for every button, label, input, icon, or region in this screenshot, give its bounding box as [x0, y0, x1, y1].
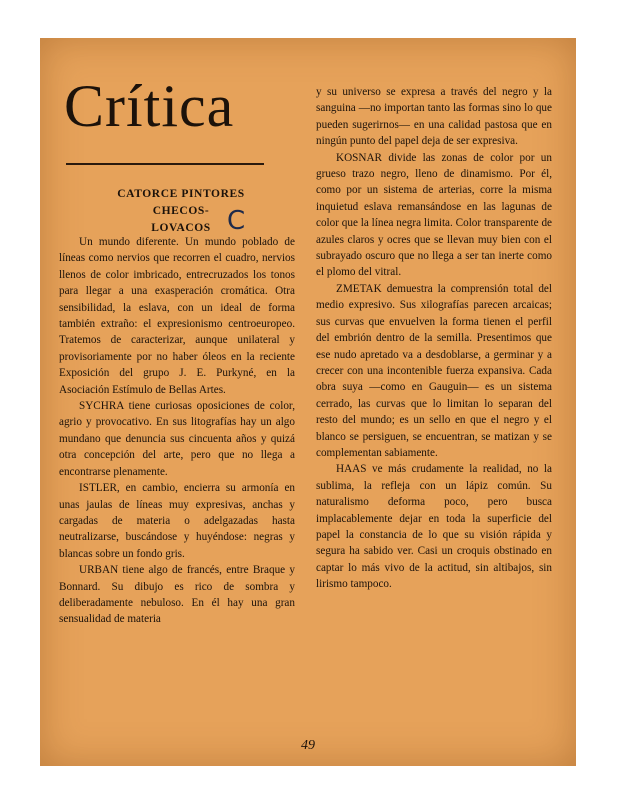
handwritten-mark: C: [227, 206, 246, 236]
title-rule: [66, 163, 264, 165]
paragraph-urban: URBAN tiene algo de francés, entre Braque y Bonnard. Su dibujo es rico de sombra y deliberadamente nebuloso. En él hay una gran sensualidad de materia: [59, 564, 295, 626]
paragraph-intro: Un mundo diferente. Un mundo poblado de líneas como nervios que recorren el cuadro, nervios llenos de color imbricado, entrecruzados los tonos para llegar a una exasperación cromática. Otra sensibilidad, la eslava, con un ideal de forma también extraño: el expresionismo centroeuropeo. Tratemos de caracterizar, aunque unilateral y provisoriamente por no haber óleos en la reciente Exposición del grupo J. E. Purkyné, en la Asociación Estímulo de Bellas Artes.: [59, 236, 295, 396]
right-column: [316, 84, 552, 593]
paragraph-sychra: SYCHRA tiene curiosas oposiciones de color, agrio y provocativo. En sus litografías hay un algo mundano que denuncia sus cincuenta años y quizá otra concepción del arte, pero que no llega a encontrarse plenamente.: [59, 400, 295, 478]
page-number: 49: [301, 738, 315, 753]
paragraph-kosnar: KOSNAR divide las zonas de color por un grueso trazo negro, lleno de dinamismo. Por él, como por un sistema de arterias, corre la misma inquietud eslava remansándose en las lagunas de color que la línea negra limita. Color transparente de azules claros y ocres que se llevan muy bien con el subrayado oscuro que no llega a ser tan inerte como el plomo del vitral.: [316, 151, 552, 279]
section-heading-line-2: LOVACOS: [151, 222, 211, 234]
paragraph-haas: HAAS ve más crudamente la realidad, no la sublima, la refleja con un lápiz común. Su naturalismo deforma poco, pero busca implacablemente dejar en toda la superficie del papel la constancia de lo que su visión rápida y segura ha sabido ver. Casi un croquis obstinado en captar lo más vivo de la actitud, sin altibajos, sin lirismo tampoco.: [316, 463, 552, 591]
paragraph-istler: ISTLER, en cambio, encierra su armonía en unas jaulas de líneas muy expresivas, anchas y cargadas de materia o adelgazadas hasta neutralizarse, buscándose y huyéndose: negras y blancas sobre un fondo gris.: [59, 482, 295, 560]
paragraph-zmetak: ZMETAK demuestra la comprensión total del medio expresivo. Sus xilografías parecen arcaicas; sus curvas que envuelven la forma tienen el perfil del embrión dentro de la semilla. Presentimos que ese nudo apretado va a desdoblarse, a germinar y a crecer con una incontenible fuerza expansiva. Cada obra suya —como en Gauguin— es un sistema cerrado, las curvas que lo limitan lo separan del resto del mundo; es un sello en que el negro y el blanco se persiguen, se encuentran, se matizan y se complementan sabiamente.: [316, 282, 552, 459]
paragraph-urban-continued: y su universo se expresa a través del negro y la sanguina —no importan tanto las formas sino lo que pueden sugerirnos— en una calidad pastosa que en ningún punto del papel deja de ser expresiva.: [316, 86, 552, 148]
left-column: [59, 234, 295, 628]
page-title: Crítica: [64, 73, 235, 139]
magazine-page: [40, 38, 576, 766]
section-heading-line-1: CATORCE PINTORES CHECOS-: [117, 188, 245, 217]
